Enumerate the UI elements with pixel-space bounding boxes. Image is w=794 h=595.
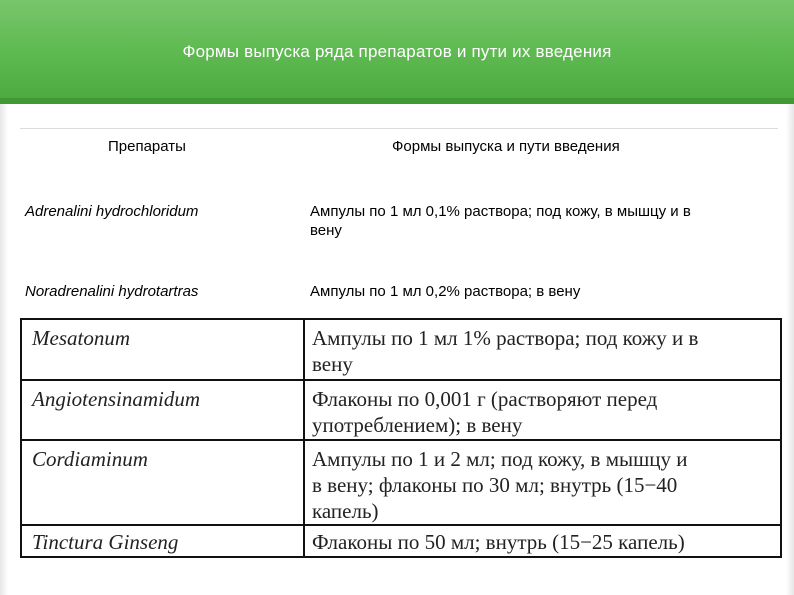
table-row [22, 379, 780, 439]
form-cordiaminum-line2: в вену; флаконы по 30 мл; внутрь (15−40 [312, 473, 678, 497]
column-header-forms: Формы выпуска и пути введения [392, 138, 620, 155]
column-header-drugs: Препараты [108, 138, 186, 155]
slide-header [0, 0, 794, 104]
form-angiotensinamidum-line1: Флаконы по 0,001 г (растворяют перед [312, 387, 658, 411]
form-mesatonum-line1: Ампулы по 1 мл 1% раствора; под кожу и в [312, 326, 699, 350]
drug-name-angiotensinamidum: Angiotensinamidum [32, 387, 200, 411]
drug-name-noradrenalini: Noradrenalini hydrotartras [25, 283, 199, 300]
slide-title: Формы выпуска ряда препаратов и пути их введения [182, 42, 612, 61]
drug-name-cordiaminum: Cordiaminum [32, 447, 148, 471]
drug-name-tinctura-ginseng: Tinctura Ginseng [32, 530, 179, 554]
form-noradrenalini: Ампулы по 1 мл 0,2% раствора; в вену [310, 283, 581, 300]
table-row [22, 320, 780, 379]
form-adrenalini-line1: Ампулы по 1 мл 0,1% раствора; под кожу, в мышцу и в [310, 203, 691, 220]
form-cordiaminum-line1: Ампулы по 1 и 2 мл; под кожу, в мышцу и [312, 447, 688, 471]
right-edge-shadow [786, 104, 794, 595]
left-edge-shadow [0, 104, 8, 595]
scanned-drug-table [20, 318, 782, 558]
header-bottom-band [0, 98, 794, 104]
drug-name-adrenalini: Adrenalini hydrochloridum [25, 203, 199, 220]
table-row [22, 439, 780, 524]
form-angiotensinamidum-line2: употреблением); в вену [312, 413, 523, 437]
drug-name-mesatonum: Mesatonum [32, 326, 130, 350]
form-adrenalini-line2: вену [310, 222, 342, 239]
table-row [22, 524, 780, 556]
form-mesatonum-line2: вену [312, 352, 353, 376]
form-tinctura-ginseng: Флаконы по 50 мл; внутрь (15−25 капель) [312, 530, 685, 554]
form-cordiaminum-line3: капель) [312, 499, 379, 523]
